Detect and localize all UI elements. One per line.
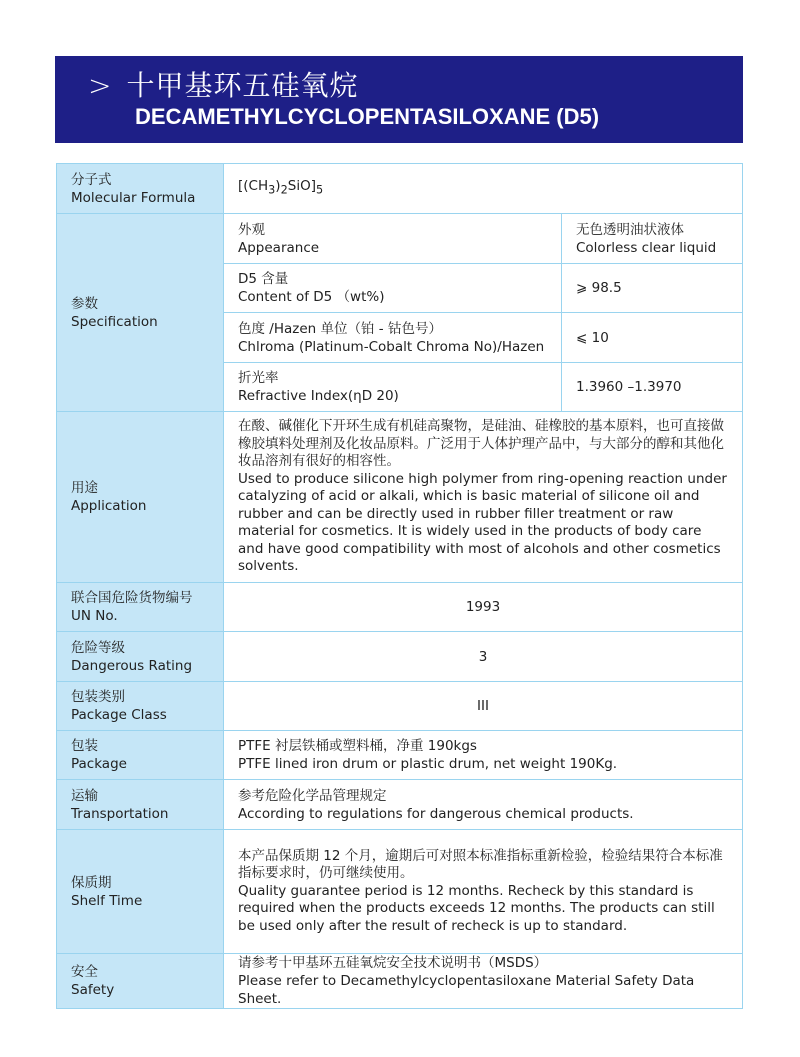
spec-item: 色度 /Hazen 单位（铂 - 钴色号） Chlroma (Platinum-Cobalt Chroma No)/Hazen bbox=[224, 313, 562, 363]
chevron-right-icon: > bbox=[88, 69, 113, 102]
table-row bbox=[57, 583, 743, 632]
table-row bbox=[57, 412, 743, 583]
value-transport: 参考危险化学品管理规定 According to regulations for dangerous chemical products. bbox=[224, 780, 743, 830]
spec-value: 1.3960 –1.3970 bbox=[562, 363, 743, 412]
label-transport: 运输 Transportation bbox=[57, 780, 224, 830]
table-row bbox=[57, 731, 743, 780]
spec-item: D5 含量 Content of D5 （wt%) bbox=[224, 264, 562, 313]
table-row bbox=[57, 682, 743, 731]
title-cn bbox=[88, 64, 358, 104]
spec-table bbox=[56, 163, 743, 1009]
value-package: PTFE 衬层铁桶或塑料桶，净重 190kgs PTFE lined iron drum or plastic drum, net weight 190Kg. bbox=[224, 731, 743, 780]
spec-item: 折光率 Refractive Index(ηD 20) bbox=[224, 363, 562, 412]
title-cn-text: 十甲基环五硅氧烷 bbox=[126, 69, 359, 102]
spec-value: ⩾ 98.5 bbox=[562, 264, 743, 313]
label-safety: 安全 Safety bbox=[57, 954, 224, 1009]
value-safety: 请参考十甲基环五硅氧烷安全技术说明书（MSDS） Please refer to Decamethylcyclopentasiloxane Material Safety Data Sheet. bbox=[224, 954, 743, 1009]
table-row bbox=[57, 830, 743, 954]
value-shelf: 本产品保质期 12 个月，逾期后可对照本标准指标重新检验，检验结果符合本标准指标要求时，仍可继续使用。 Quality guarantee period is 12 months. Recheck by this standard is required when the products exceeds 12 months. The products can still be used only after the result of recheck is up to standard. bbox=[224, 830, 743, 954]
table-row bbox=[57, 632, 743, 682]
label-formula: 分子式 Molecular Formula bbox=[57, 164, 224, 214]
value-danger: 3 bbox=[224, 632, 743, 682]
value-un: 1993 bbox=[224, 583, 743, 632]
table-row bbox=[57, 780, 743, 830]
table-row bbox=[57, 954, 743, 1009]
label-spec: 参数 Specification bbox=[57, 214, 224, 412]
title-banner bbox=[55, 56, 743, 143]
spec-value: 无色透明油状液体 Colorless clear liquid bbox=[562, 214, 743, 264]
spec-item: 外观 Appearance bbox=[224, 214, 562, 264]
label-pkgclass: 包装类别 Package Class bbox=[57, 682, 224, 731]
label-danger: 危险等级 Dangerous Rating bbox=[57, 632, 224, 682]
value-pkgclass: III bbox=[224, 682, 743, 731]
label-application: 用途 Application bbox=[57, 412, 224, 583]
value-formula: $[(CH_3)_2SiO]_5$ bbox=[224, 164, 743, 214]
label-package: 包装 Package bbox=[57, 731, 224, 780]
label-shelf: 保质期 Shelf Time bbox=[57, 830, 224, 954]
title-en: DECAMETHYLCYCLOPENTASILOXANE (D5) bbox=[135, 104, 600, 129]
spec-value: ⩽ 10 bbox=[562, 313, 743, 363]
label-un: 联合国危险货物编号 UN No. bbox=[57, 583, 224, 632]
table-row bbox=[57, 164, 743, 214]
value-application: 在酸、碱催化下开环生成有机硅高聚物，是硅油、硅橡胶的基本原料，也可直接做橡胶填料处理剂及化妆品原料。广泛用于人体护理产品中，与大部分的醇和其他化妆品溶剂有很好的相容性。 Used to produce silicone high polymer from ring-opening reaction under catalyzing of acid or alkali, which is basic material of silicone oil and rubber and can be directly used in rubber filler treatment or raw material for cosmetics. It is widely used in the products of body care and have good compatibility with most of alcohols and other cosmetics solvents. bbox=[224, 412, 743, 583]
table-row bbox=[57, 214, 743, 264]
